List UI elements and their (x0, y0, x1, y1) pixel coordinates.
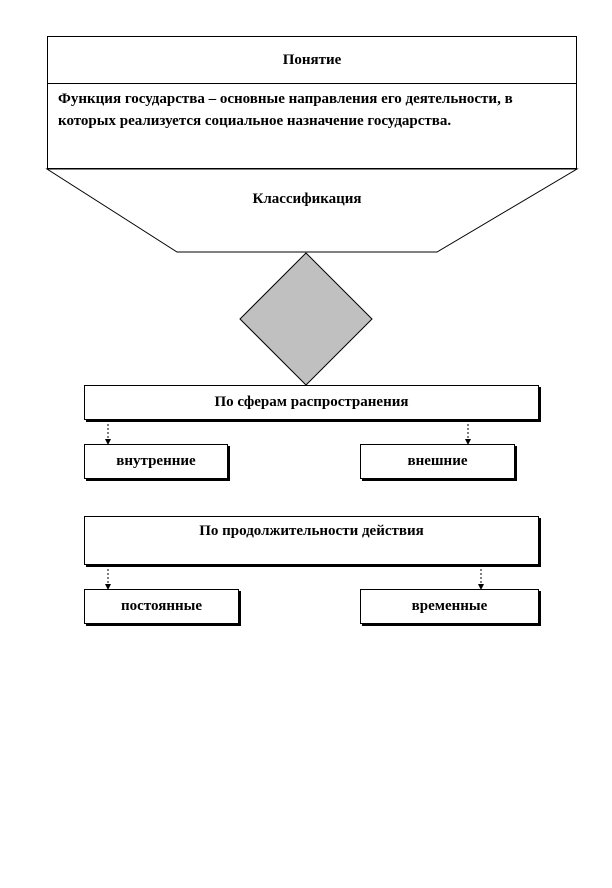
group-duration-title: По продолжительности действия (199, 523, 424, 539)
classification-diamond (240, 253, 372, 385)
classification-label (177, 186, 437, 212)
group-duration-title-box (84, 516, 539, 565)
concept-header-label: Понятие (282, 51, 342, 68)
item-internal-box (84, 444, 228, 479)
group-sphere-title: По сферам распространения (214, 394, 409, 410)
item-external-label: внешние (407, 453, 468, 469)
item-permanent-box (84, 589, 239, 624)
item-external-box (360, 444, 515, 479)
concept-definition-text: Функция государства – основные направления его деятельности, в которых реализуется социальное назначение государства. (58, 91, 513, 129)
item-internal-label: внутренние (116, 453, 196, 469)
item-temporary-box (360, 589, 539, 624)
item-permanent-label: постоянные (121, 598, 202, 614)
classification-label-text: Классификация (252, 190, 362, 207)
item-temporary-label: временные (411, 598, 488, 614)
group-sphere-title-box (84, 385, 539, 420)
